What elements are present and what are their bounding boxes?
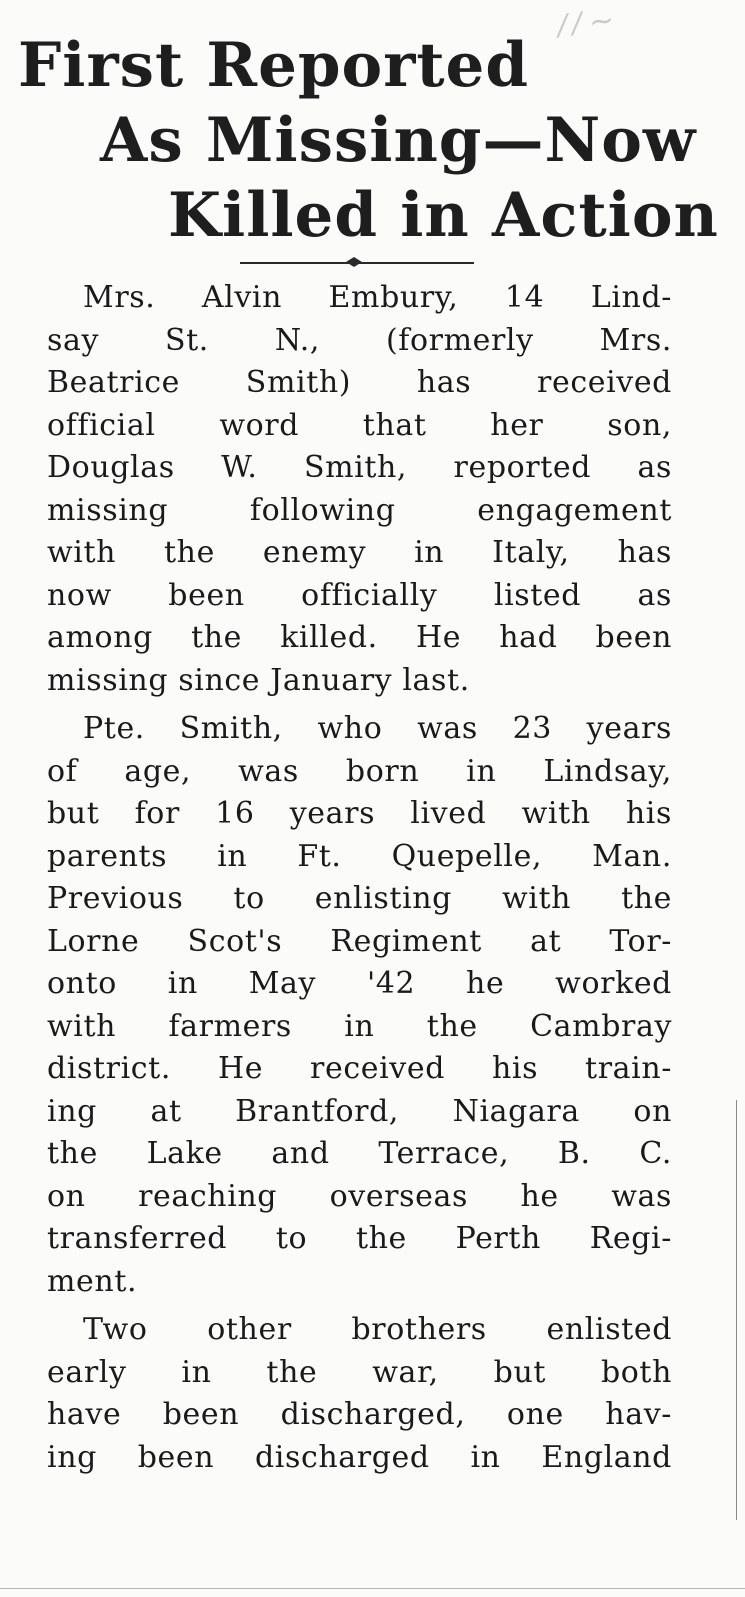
text-line: Lorne Scot's Regiment at Tor-: [47, 923, 672, 959]
text-line: early in the war, but both: [47, 1354, 672, 1390]
text-line: Two other brothers enlisted: [83, 1312, 672, 1347]
text-line: among the killed. He had been: [47, 620, 672, 655]
text-line: ing at Brantford, Niagara on: [47, 1093, 672, 1129]
text-line: parents in Ft. Quepelle, Man.: [47, 838, 672, 874]
text-line: missing since January last.: [47, 662, 470, 698]
text-line: onto in May '42 he worked: [47, 966, 672, 1001]
headline-line: As Missing—Now: [100, 105, 697, 176]
text-line: transferred to the Perth Regi-: [47, 1221, 672, 1256]
paragraph-3: [47, 1309, 672, 1479]
text-line: Beatrice Smith) has received: [47, 365, 672, 400]
text-line: missing following engagement: [47, 492, 672, 528]
text-line: of age, was born in Lindsay,: [47, 753, 672, 789]
diamond-ornament-icon: [346, 257, 362, 267]
text-line: Mrs. Alvin Embury, 14 Lind-: [83, 280, 672, 315]
paragraph-1: [47, 277, 672, 702]
headline-line: Killed in Action: [168, 180, 719, 251]
text-line: official word that her son,: [47, 407, 672, 443]
text-line: Previous to enlisting with the: [47, 881, 672, 916]
text-line: district. He received his train-: [47, 1051, 672, 1086]
headline: [0, 28, 745, 253]
text-line: Pte. Smith, who was 23 years: [83, 711, 672, 746]
text-line: have been discharged, one hav-: [47, 1397, 672, 1432]
article-body: [47, 277, 672, 1479]
text-line: the Lake and Terrace, B. C.: [47, 1136, 672, 1171]
text-line: with farmers in the Cambray: [47, 1008, 672, 1044]
text-line: now been officially listed as: [47, 577, 672, 613]
headline-line: First Reported: [18, 30, 529, 101]
pencil-annotation-mark: ⁄ ⁄ ~: [557, 2, 617, 45]
paragraph-2: [47, 708, 672, 1303]
clipping-bottom-edge: [0, 1588, 745, 1589]
text-line: on reaching overseas he was: [47, 1178, 672, 1214]
text-line: ment.: [47, 1263, 138, 1299]
clipping-edge-line: [736, 1100, 737, 1520]
ornamental-divider: [240, 256, 474, 270]
text-line: but for 16 years lived with his: [47, 796, 672, 831]
text-line: with the enemy in Italy, has: [47, 535, 672, 570]
text-line: ing been discharged in England: [47, 1439, 672, 1475]
text-line: Douglas W. Smith, reported as: [47, 450, 672, 485]
text-line: say St. N., (formerly Mrs.: [47, 322, 672, 358]
